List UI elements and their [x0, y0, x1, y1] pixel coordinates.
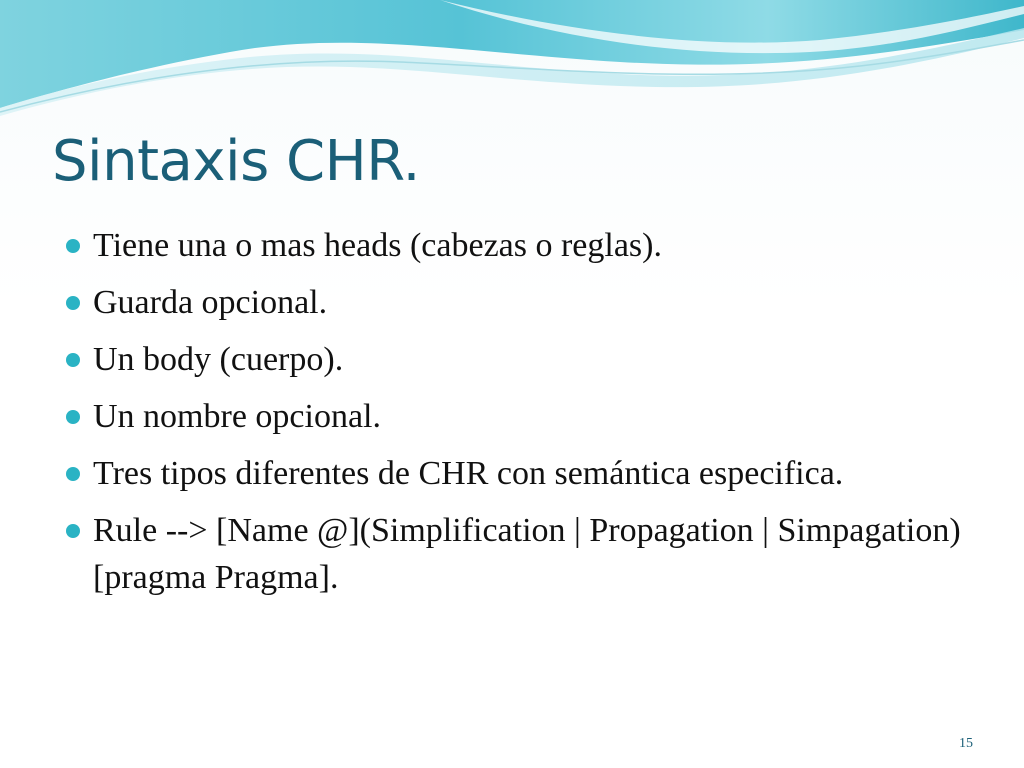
bullet-item: [62, 393, 962, 440]
bullet-item: [62, 279, 962, 326]
bullet-text: Guarda opcional.: [93, 284, 328, 321]
bullet-text: Un body (cuerpo).: [93, 341, 344, 378]
bullet-text: Tres tipos diferentes de CHR con semántica especifica.: [93, 455, 844, 492]
bullet-item: [62, 336, 962, 383]
bullet-dot-icon: [66, 239, 80, 253]
bullet-dot-icon: [66, 467, 80, 481]
bullet-dot-icon: [66, 296, 80, 310]
slide-title: Sintaxis CHR.: [52, 129, 420, 194]
bullet-item: [62, 222, 962, 269]
bullet-dot-icon: [66, 524, 80, 538]
bullet-list: [62, 222, 962, 611]
bullet-text: Rule --> [Name @](Simplification | Propagation | Simpagation) [pragma Pragma].: [93, 512, 961, 596]
bullet-item: [62, 507, 962, 601]
bullet-dot-icon: [66, 410, 80, 424]
bullet-text: Tiene una o mas heads (cabezas o reglas).: [93, 227, 662, 264]
header-wave-decoration: [0, 0, 1024, 130]
page-number: 15: [959, 736, 973, 751]
bullet-dot-icon: [66, 353, 80, 367]
bullet-text: Un nombre opcional.: [93, 398, 381, 435]
bullet-item: [62, 450, 962, 497]
